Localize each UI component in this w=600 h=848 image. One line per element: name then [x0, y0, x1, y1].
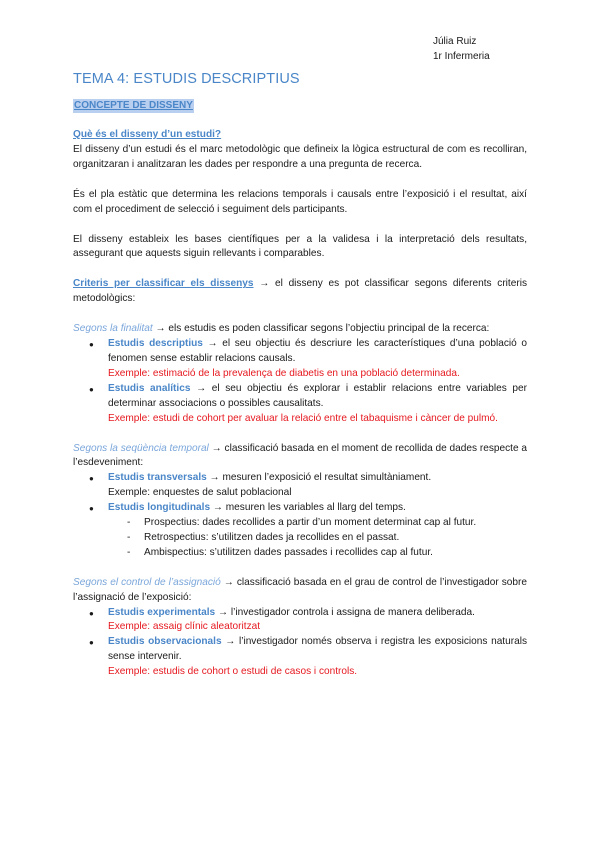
- item-text: → l’investigador només observa i registra les exposicions naturals sense intervenir.: [108, 636, 527, 663]
- item-text: → el seu objectiu és descriure les característiques d’una població o fenomen sense establir relacions causals.: [108, 338, 527, 364]
- paragraph-3: El disseny estableix les bases científiques per a la validesa i la interpretació dels resultats, assegurant que aquests siguin rellevants i comparables.: [73, 233, 527, 260]
- sequencia-label: Segons la seqüència temporal: [73, 442, 209, 454]
- list-item: [73, 501, 527, 561]
- item-example: Exemple: assaig clínic aleatoritzat: [108, 621, 261, 633]
- author-course: 1r Infermeria: [433, 51, 490, 62]
- criteris-text: → el disseny es pot classificar segons diferents criteris metodològics:: [73, 278, 527, 305]
- paragraph-2: És el pla estàtic que determina les relacions temporals i causals entre l’exposició i el resultat, així com el procediment de selecció i seguiment dels participants.: [73, 188, 527, 215]
- list-item: [73, 471, 527, 501]
- criteris-paragraph: [73, 277, 527, 307]
- document-body: [73, 70, 527, 680]
- item-text: → mesuren les variables al llarg del temps.: [210, 502, 406, 514]
- list-item: [73, 606, 527, 636]
- item-example: Exemple: estimació de la prevalença de diabetis en una població determinada.: [108, 367, 460, 379]
- item-text: → el seu objectiu és explorar i establir relacions entre variables per determinar associacions o possibles causalitats.: [108, 382, 528, 409]
- sub-item: - Prospectius: dades recollides a partir d’un moment determinat cap al futur.: [108, 516, 527, 531]
- sub-item: - Ambispectius: s’utilitzen dades passades i recollides cap al futur.: [108, 546, 527, 561]
- control-text: → classificació basada en el grau de control de l’investigador sobre l’assignació de l’exposició:: [73, 576, 527, 603]
- finalitat-paragraph: [73, 322, 527, 337]
- item-name: Estudis longitudinals: [108, 502, 211, 514]
- item-example: Exemple: estudis de cohort o estudi de casos i controls.: [108, 666, 358, 678]
- item-example: Exemple: enquestes de salut poblacional: [108, 487, 292, 499]
- item-name: Estudis analítics: [108, 382, 191, 394]
- finalitat-label: Segons la finalitat: [73, 323, 153, 335]
- page-title: TEMA 4: ESTUDIS DESCRIPTIUS: [73, 71, 300, 87]
- item-name: Estudis observacionals: [108, 636, 222, 648]
- item-name: Estudis experimentals: [108, 606, 216, 618]
- finalitat-text: → els estudis es poden classificar segons l’objectiu principal de la recerca:: [152, 323, 490, 335]
- control-label: Segons el control de l’assignació: [73, 576, 221, 588]
- sub-item: - Retrospectius: s’utilitzen dades ja recollides en el passat.: [108, 531, 527, 546]
- list-item: [73, 337, 527, 382]
- longitudinals-sublist: [108, 516, 527, 561]
- sequencia-text: → classificació basada en el moment de recollida de dades respecte a l’esdeveniment:: [73, 442, 527, 469]
- sequencia-paragraph: [73, 442, 527, 472]
- paragraph-1: El disseny d’un estudi és el marc metodològic que defineix la lògica estructural de com es recolliran, organitzaran i analitzaran les dades per respondre a una pregunta de recerca.: [73, 143, 527, 170]
- finalitat-list: [73, 337, 527, 426]
- list-item: [73, 635, 527, 680]
- item-name: Estudis transversals: [108, 472, 207, 484]
- section-label: CONCEPTE DE DISSENY: [74, 100, 193, 111]
- author-block: [433, 34, 490, 64]
- control-list: [73, 606, 527, 681]
- item-text: → mesuren l’exposició el resultat simultàniament.: [206, 472, 432, 484]
- question-heading: Què és el disseny d’un estudi?: [73, 129, 222, 140]
- list-item: [73, 382, 527, 427]
- criteris-label: Criteris per classificar els dissenys: [73, 278, 254, 290]
- control-paragraph: [73, 576, 527, 606]
- item-example: Exemple: estudi de cohort per avaluar la relació entre el tabaquisme i càncer de pulmó.: [108, 412, 498, 424]
- sequencia-list: [73, 471, 527, 560]
- item-text: → l’investigador controla i assigna de manera deliberada.: [215, 606, 475, 618]
- item-name: Estudis descriptius: [108, 338, 203, 350]
- author-name: Júlia Ruiz: [433, 36, 477, 47]
